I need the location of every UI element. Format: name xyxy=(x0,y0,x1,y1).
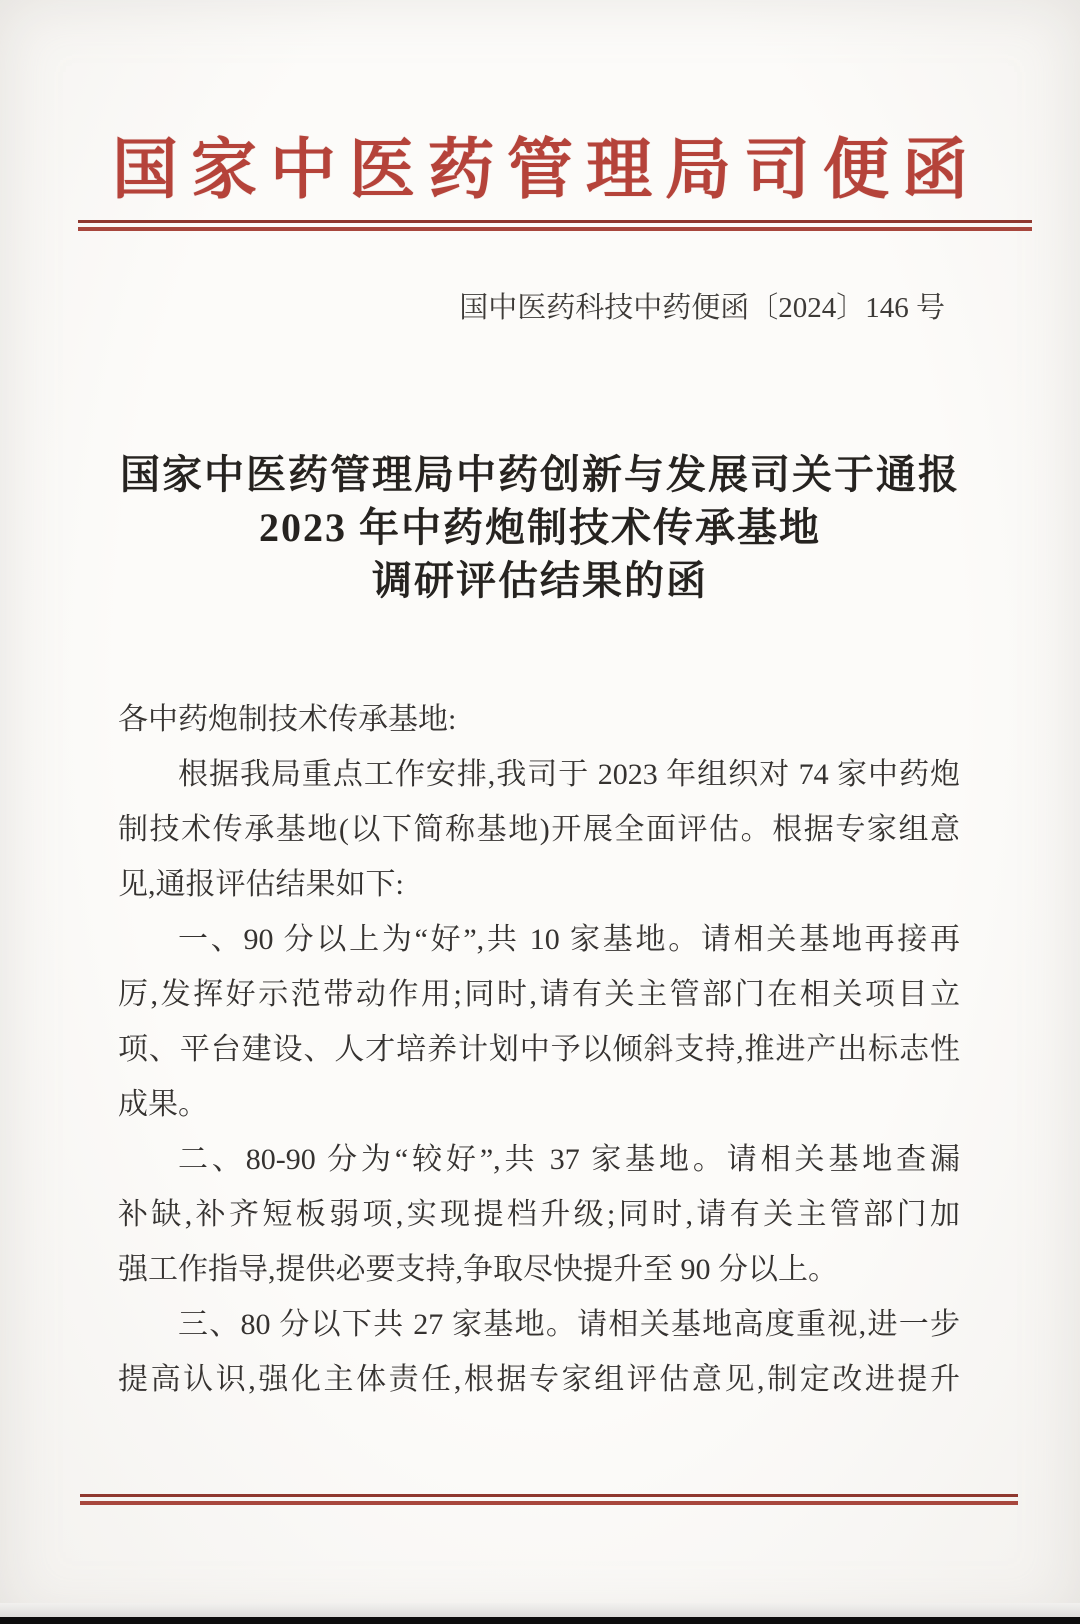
letterhead-double-rule xyxy=(78,220,1032,231)
body-line: 补缺,补齐短板弱项,实现提档升级;同时,请有关主管部门加 xyxy=(118,1198,960,1231)
body-line: 项、平台建设、人才培养计划中予以倾斜支持,推进产出标志性 xyxy=(118,1033,960,1066)
footer-double-rule xyxy=(80,1494,1018,1505)
body-line-item-1: 一、90 分以上为“好”,共 10 家基地。请相关基地再接再 xyxy=(178,923,960,956)
body-line: 成果。 xyxy=(118,1088,208,1121)
document-title-line-3: 调研评估结果的函 xyxy=(372,558,708,603)
body-line-item-2: 二、80-90 分为“较好”,共 37 家基地。请相关基地查漏 xyxy=(178,1143,960,1176)
letterhead-agency-title: 国家中医药管理局司便函 xyxy=(112,134,981,207)
photo-black-bar xyxy=(0,1617,1080,1624)
rule-line-lower xyxy=(80,1501,1018,1505)
body-line-salutation: 各中药炮制技术传承基地: xyxy=(118,703,457,736)
document-title xyxy=(0,448,1080,607)
document-title-line-1: 国家中医药管理局中药创新与发展司关于通报 xyxy=(120,452,960,497)
body-line: 制技术传承基地(以下简称基地)开展全面评估。根据专家组意 xyxy=(118,813,960,846)
body-line: 强工作指导,提供必要支持,争取尽快提升至 90 分以上。 xyxy=(118,1253,838,1286)
document-number: 国中医药科技中药便函〔2024〕146 号 xyxy=(459,292,945,324)
document-title-line-2: 2023 年中药炮制技术传承基地 xyxy=(259,505,821,550)
body-line: 厉,发挥好示范带动作用;同时,请有关主管部门在相关项目立 xyxy=(118,978,960,1011)
body-line: 提高认识,强化主体责任,根据专家组评估意见,制定改进提升 xyxy=(118,1363,960,1396)
document-body xyxy=(118,692,960,1407)
body-line-item-3: 三、80 分以下共 27 家基地。请相关基地高度重视,进一步 xyxy=(178,1308,960,1341)
rule-line-lower xyxy=(78,227,1032,231)
body-line: 见,通报评估结果如下: xyxy=(118,868,404,901)
photo-gray-strip xyxy=(0,1603,1080,1617)
body-line: 根据我局重点工作安排,我司于 2023 年组织对 74 家中药炮 xyxy=(178,758,960,791)
